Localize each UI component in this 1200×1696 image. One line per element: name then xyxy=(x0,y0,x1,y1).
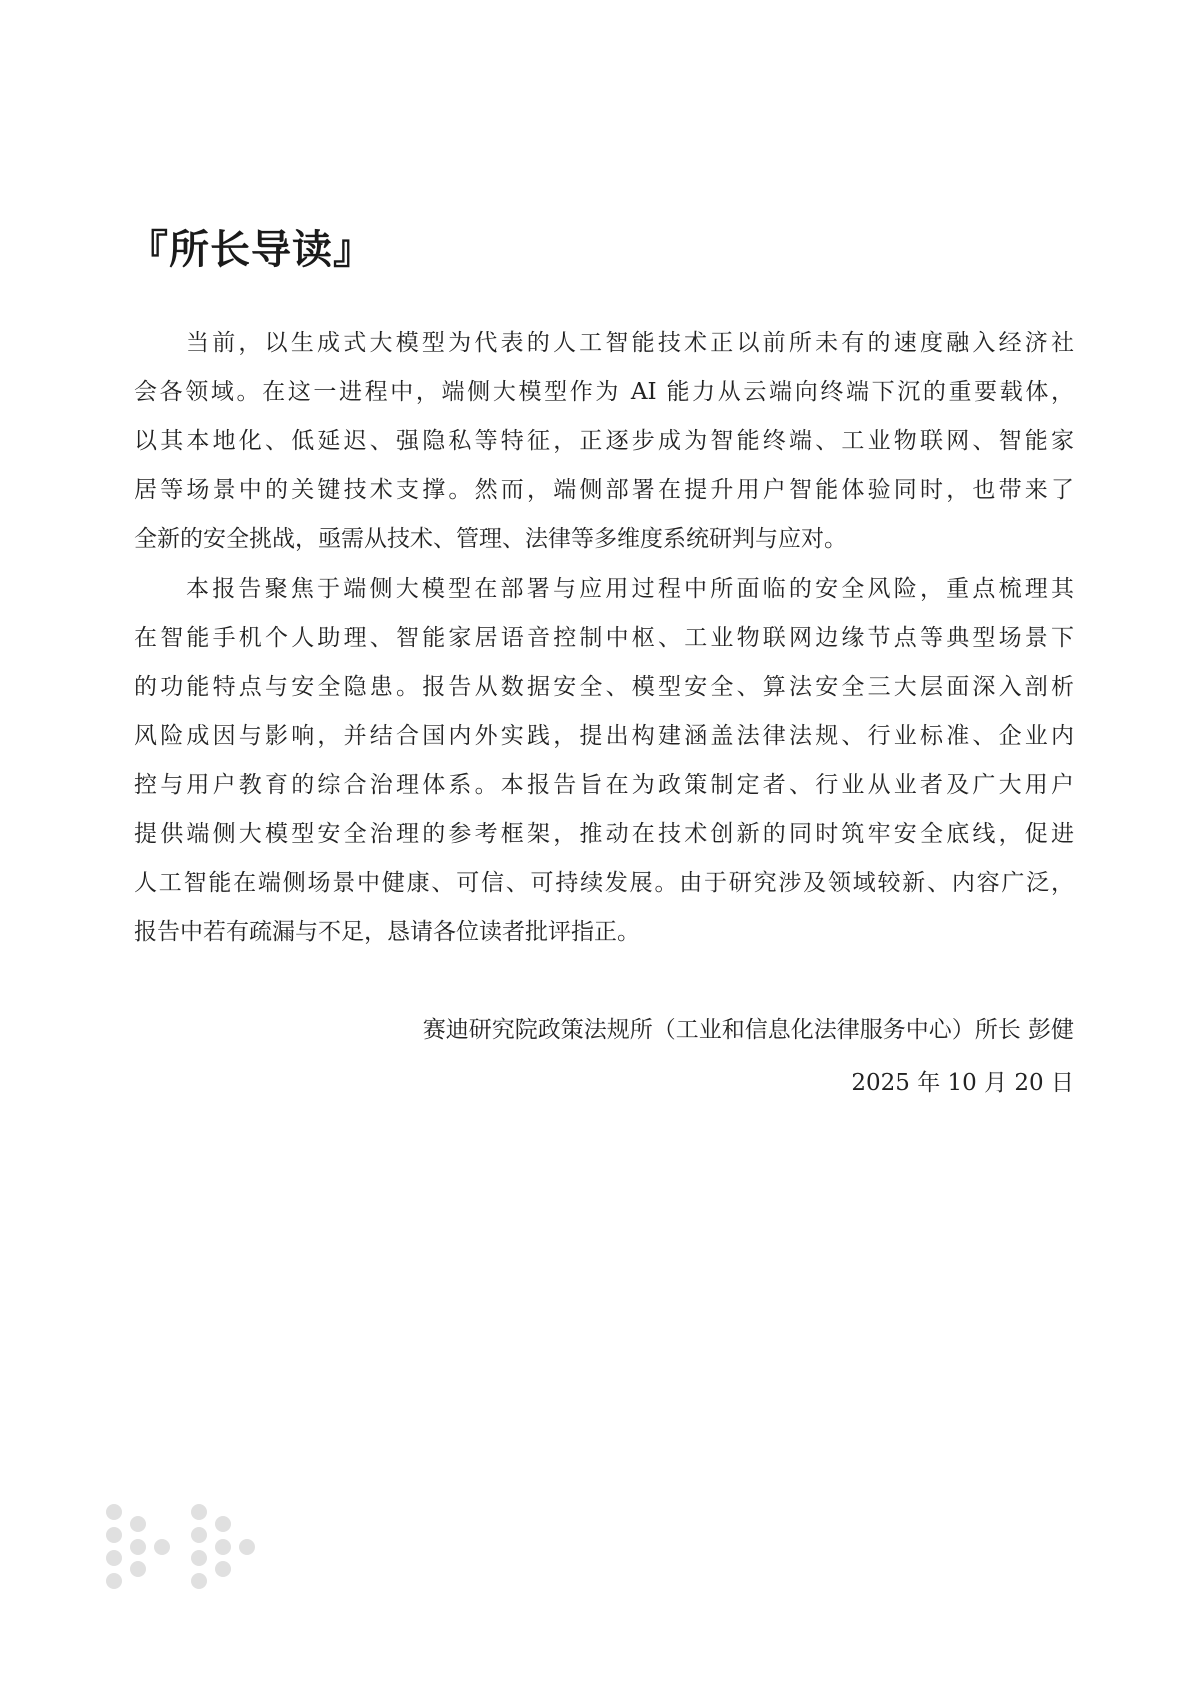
signature: 赛迪研究院政策法规所（工业和信息化法律服务中心）所长 彭健 xyxy=(422,1017,1074,1043)
paragraph-line: 会各领域。在这一进程中，端侧大模型作为 AI 能力从云端向终端下沉的重要载体， xyxy=(134,379,1074,405)
paragraph-line: 风险成因与影响，并结合国内外实践，提出构建涵盖法律法规、行业标准、企业内 xyxy=(134,723,1074,749)
paragraph-line: 当前，以生成式大模型为代表的人工智能技术正以前所未有的速度融入经济社 xyxy=(186,330,1074,356)
dot-pattern-logo-icon xyxy=(106,1504,266,1598)
date: 2025 年 10 月 20 日 xyxy=(851,1070,1074,1096)
paragraph-line: 控与用户教育的综合治理体系。本报告旨在为政策制定者、行业从业者及广大用户 xyxy=(134,772,1074,798)
paragraph-line: 在智能手机个人助理、智能家居语音控制中枢、工业物联网边缘节点等典型场景下 xyxy=(134,625,1074,651)
paragraph-line: 报告中若有疏漏与不足，恳请各位读者批评指正。 xyxy=(134,919,640,945)
paragraph-line: 本报告聚焦于端侧大模型在部署与应用过程中所面临的安全风险，重点梳理其 xyxy=(186,576,1074,602)
paragraph-line: 的功能特点与安全隐患。报告从数据安全、模型安全、算法安全三大层面深入剖析 xyxy=(134,674,1074,700)
paragraph-line: 居等场景中的关键技术支撑。然而，端侧部署在提升用户智能体验同时，也带来了 xyxy=(134,477,1074,503)
paragraph-line: 提供端侧大模型安全治理的参考框架，推动在技术创新的同时筑牢安全底线，促进 xyxy=(134,821,1074,847)
paragraph-line: 全新的安全挑战，亟需从技术、管理、法律等多维度系统研判与应对。 xyxy=(134,526,847,552)
paragraph-line: 以其本地化、低延迟、强隐私等特征，正逐步成为智能终端、工业物联网、智能家 xyxy=(134,428,1074,454)
paragraph-line: 人工智能在端侧场景中健康、可信、可持续发展。由于研究涉及领域较新、内容广泛， xyxy=(134,870,1074,896)
page-title: 『所长导读』 xyxy=(128,226,374,273)
